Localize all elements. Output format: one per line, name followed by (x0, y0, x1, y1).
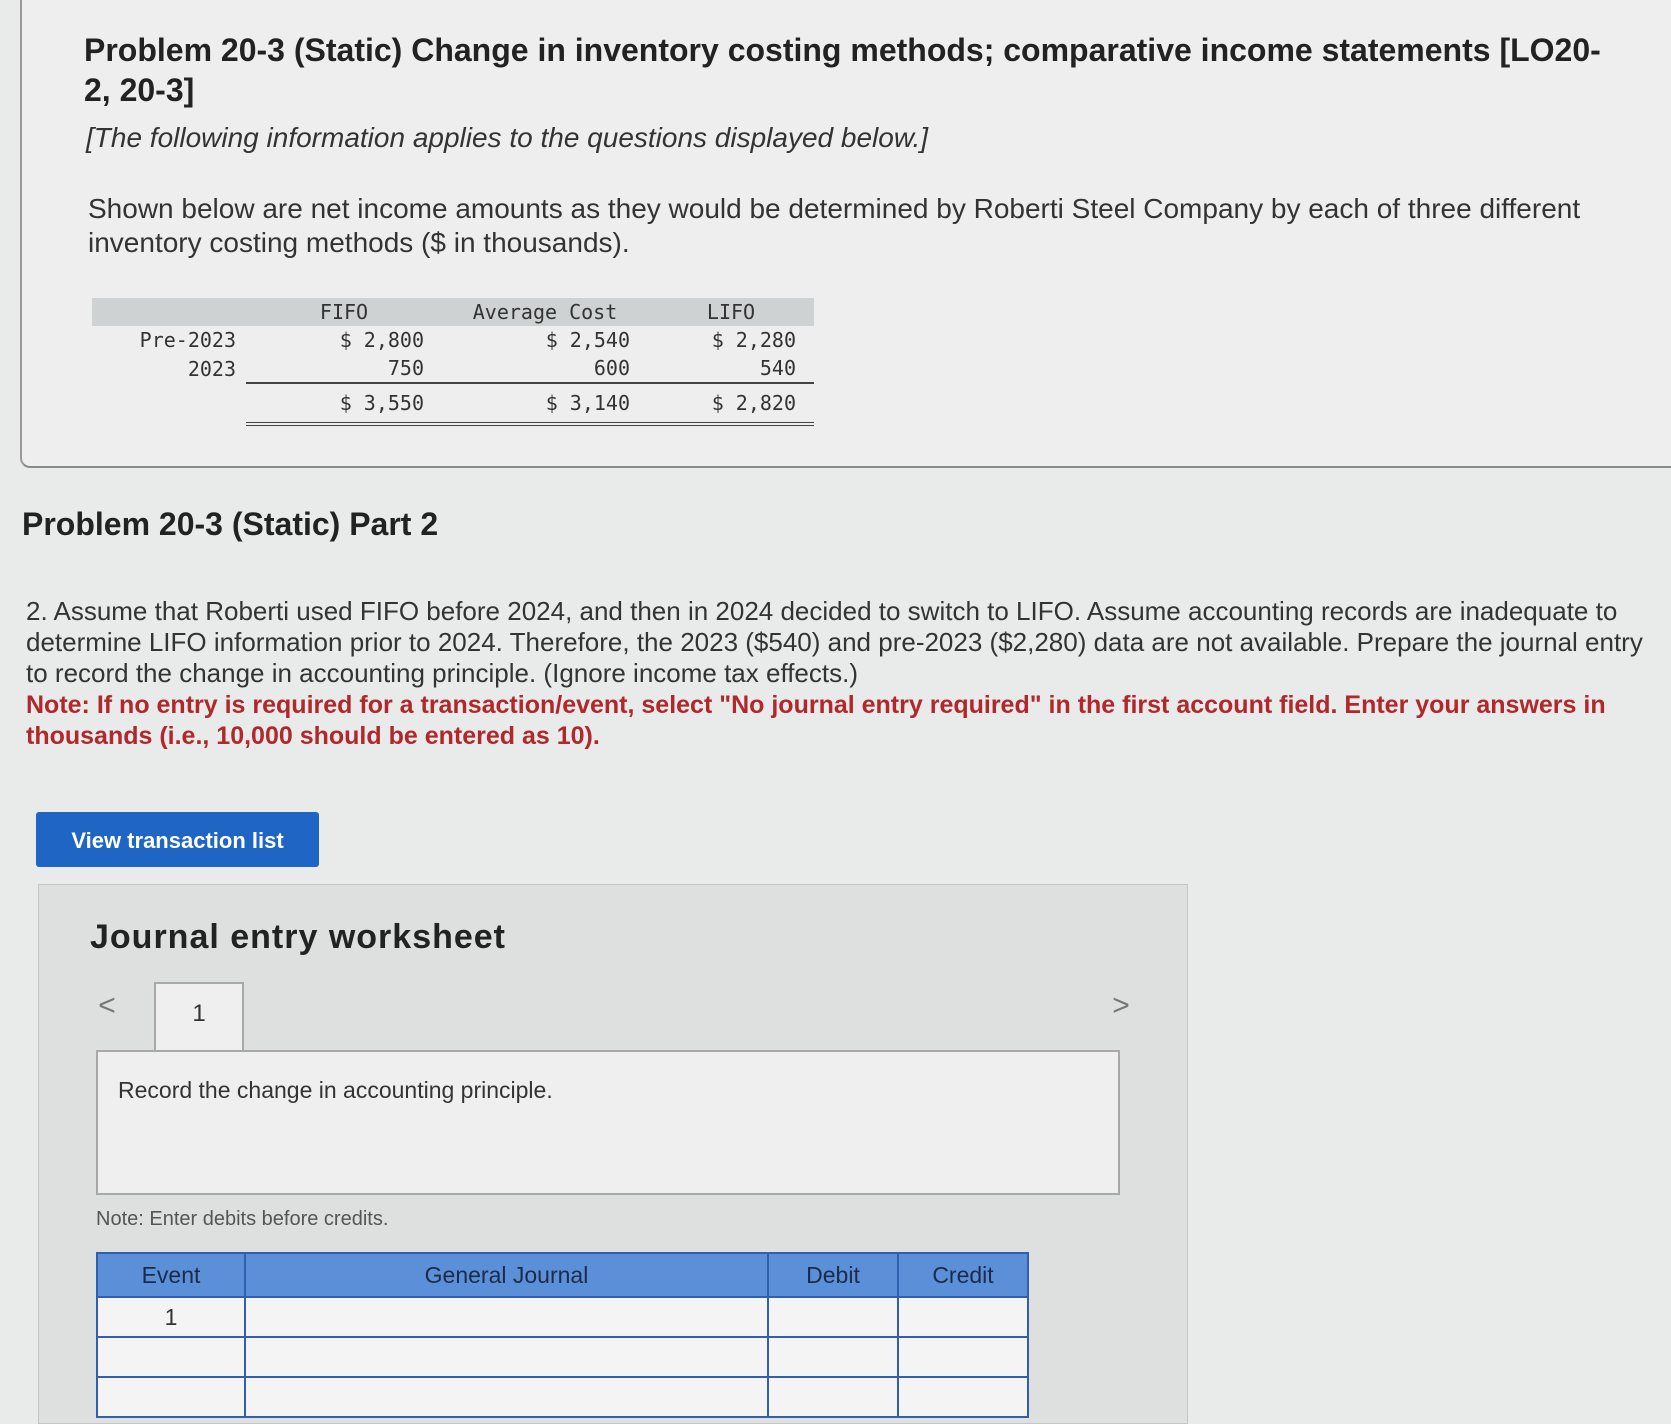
header-lifo: LIFO (648, 298, 814, 326)
problem-intro: Shown below are net income amounts as they would be determined by Roberti Steel Company by each of three different inventory costing methods ($ in thousands). (88, 193, 1581, 258)
instruction-box (96, 1050, 1120, 1195)
debit-input[interactable] (768, 1297, 898, 1337)
journal-row (97, 1297, 1028, 1337)
average-cost-value: $ 2,540 (545, 328, 630, 352)
average-cost-total: $ 3,140 (442, 383, 648, 424)
header-debit: Debit (768, 1253, 898, 1297)
journal-table (96, 1252, 1029, 1418)
fifo-total: $ 3,550 (246, 383, 442, 424)
info-applies-note: [The following information applies to the questions displayed below.] (86, 122, 929, 153)
header-average-cost: Average Cost (442, 298, 648, 326)
instruction-text: Record the change in accounting principle. (118, 1077, 553, 1103)
lifo-total: $ 2,820 (648, 383, 814, 424)
fifo-value: 750 (246, 354, 442, 383)
event-number: 1 (97, 1297, 245, 1337)
account-select[interactable] (245, 1337, 768, 1377)
debits-note: Note: Enter debits before credits. (96, 1208, 389, 1230)
credit-input[interactable] (898, 1337, 1028, 1377)
table-total-row (92, 383, 814, 424)
account-select[interactable] (245, 1377, 768, 1417)
lifo-value: 540 (648, 354, 814, 383)
header-fifo: FIFO (246, 298, 442, 326)
debit-input[interactable] (768, 1377, 898, 1417)
question-text: 2. Assume that Roberti used FIFO before 2024, and then in 2024 decided to switch to LIFO. Assume accounting records are inadequate to determine LIFO information prior to 2024. Therefore, the 2023 ($540) and pre-2023 ($2,280) data are not available. Prepare the journal entry to record the change in accounting principle. (Ignore income tax effects.) (26, 596, 1643, 688)
credit-input[interactable] (898, 1297, 1028, 1337)
chevron-left-icon[interactable]: < (98, 989, 116, 1022)
worksheet-tab-1[interactable]: 1 (154, 982, 244, 1052)
view-transaction-list-button[interactable]: View transaction list (36, 812, 319, 867)
account-select[interactable] (245, 1297, 768, 1337)
net-income-table (92, 298, 814, 426)
journal-row (97, 1377, 1028, 1417)
average-cost-value: 600 (442, 354, 648, 383)
fifo-value: $ 2,800 (339, 328, 424, 352)
row-label: Pre-2023 (139, 328, 236, 352)
chevron-right-icon[interactable]: > (1112, 989, 1130, 1022)
header-credit: Credit (898, 1253, 1028, 1297)
header-general-journal: General Journal (245, 1253, 768, 1297)
debit-input[interactable] (768, 1337, 898, 1377)
worksheet-title: Journal entry worksheet (90, 918, 507, 956)
table-row (92, 354, 814, 383)
lifo-value: $ 2,280 (711, 328, 796, 352)
journal-header-row (97, 1253, 1028, 1297)
problem-title: Problem 20-3 (Static) Change in inventory costing methods; comparative income statements [LO20-2, 20-3] (84, 32, 1601, 108)
part-title: Problem 20-3 (Static) Part 2 (22, 506, 439, 542)
table-header-row (92, 298, 814, 326)
credit-input[interactable] (898, 1377, 1028, 1417)
header-empty (92, 298, 246, 326)
journal-row (97, 1337, 1028, 1377)
row-label: 2023 (187, 356, 236, 381)
event-number (97, 1337, 245, 1377)
total-label (92, 383, 246, 424)
header-event: Event (97, 1253, 245, 1297)
event-number (97, 1377, 245, 1417)
entry-note: Note: If no entry is required for a transaction/event, select "No journal entry required" in the first account field. Enter your answers in thousands (i.e., 10,000 should be entered as 10). (26, 691, 1606, 750)
table-row (92, 326, 814, 354)
